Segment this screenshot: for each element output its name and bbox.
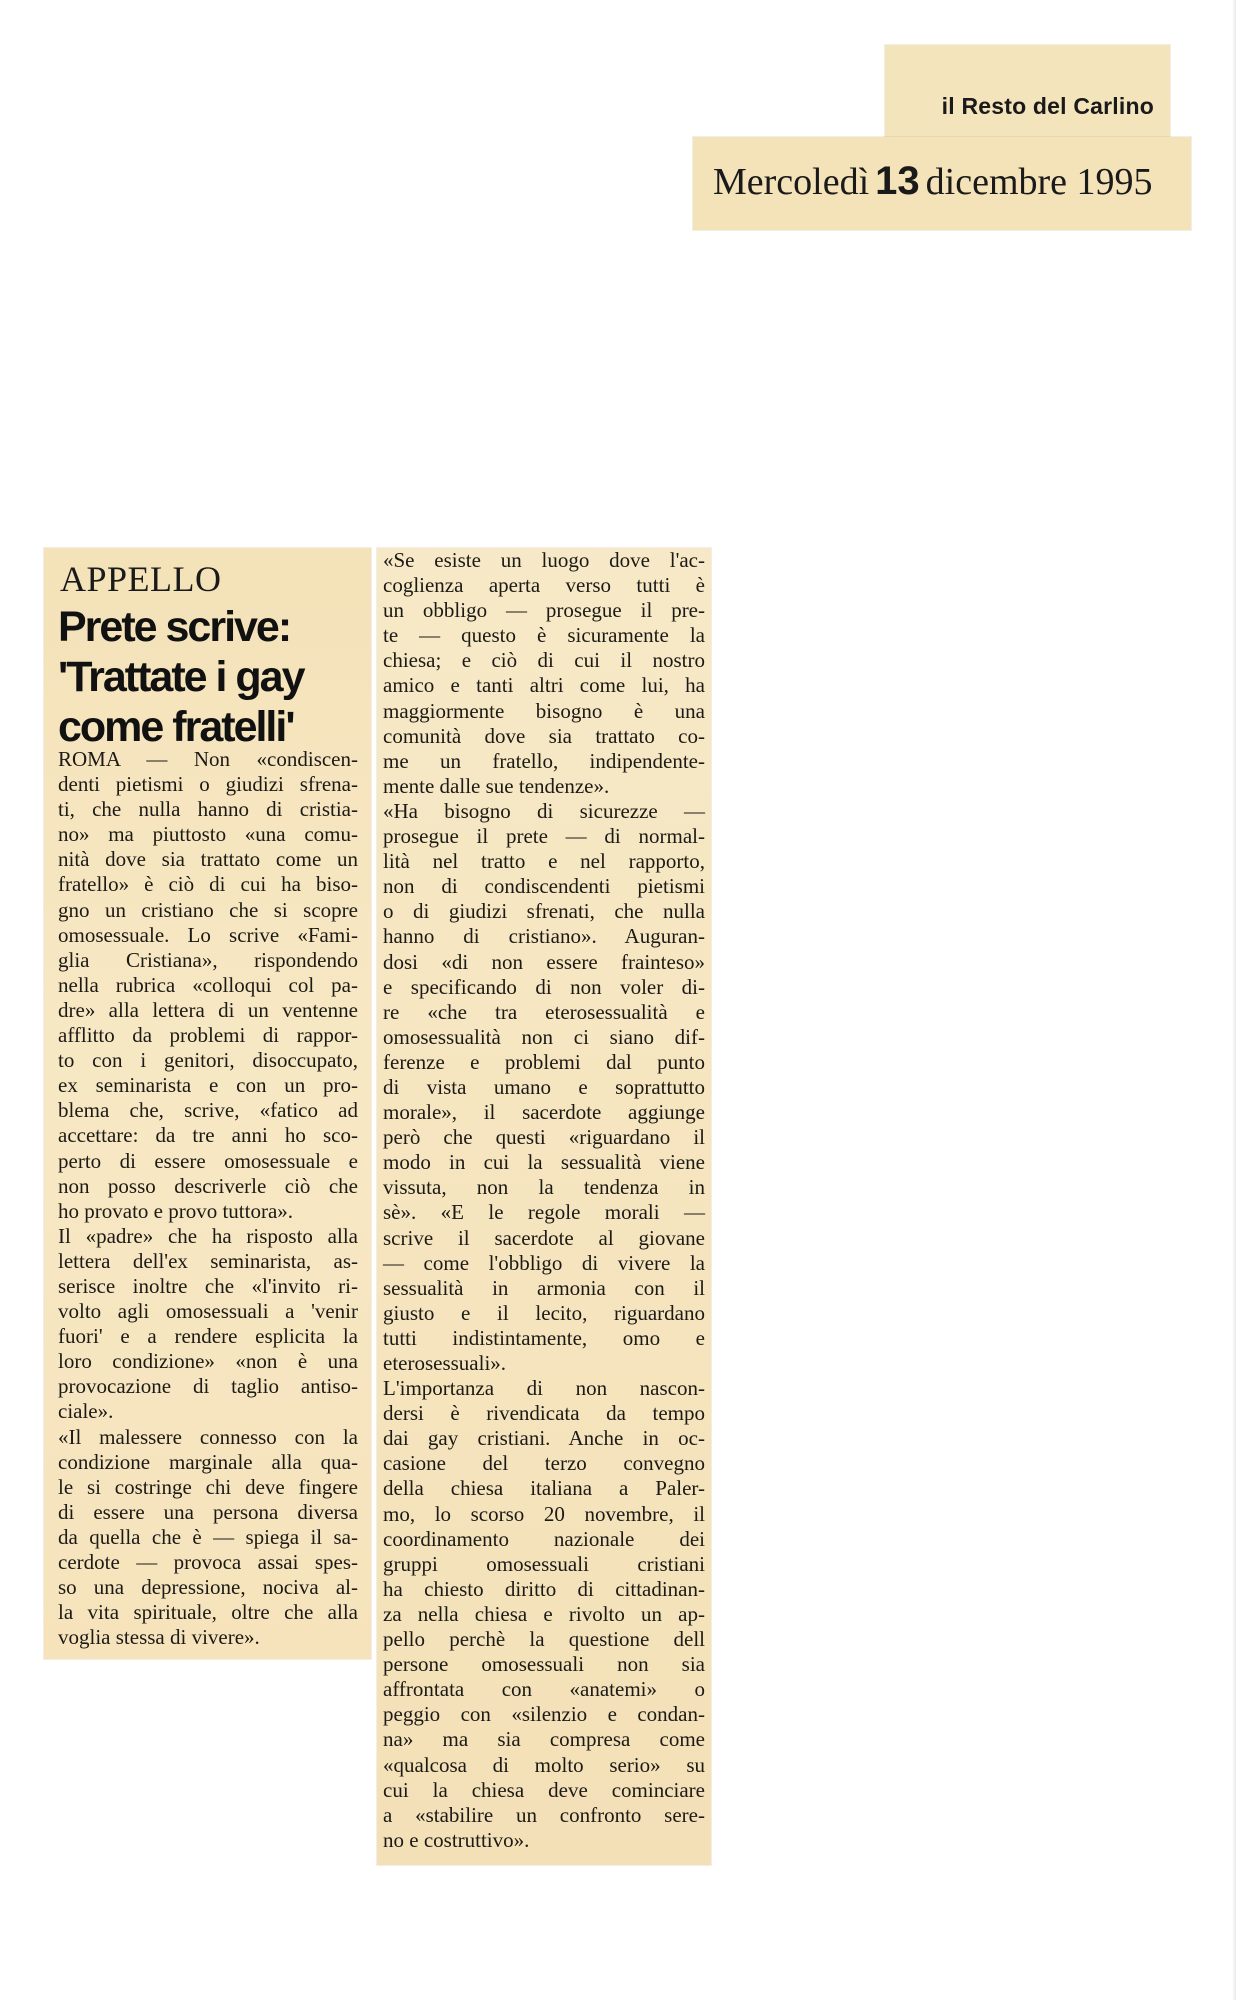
- text-line: mo, lo scorso 20 novembre, il: [383, 1501, 705, 1526]
- text-line: serisce inoltre che «l'invito ri-: [58, 1273, 358, 1298]
- date-weekday: Mercoledì: [713, 161, 870, 203]
- text-line: non di condiscendenti pietismi: [383, 874, 705, 899]
- text-line: amico e tanti altri come lui, ha: [383, 673, 705, 698]
- text-line: nella rubrica «colloqui col pa-: [58, 972, 358, 997]
- text-line: pello perchè la questione dell: [383, 1627, 705, 1652]
- dateline-clipping: [693, 137, 1191, 230]
- text-line: perto di essere omosessuale e: [58, 1148, 358, 1173]
- text-line: di vista umano e soprattutto: [383, 1074, 705, 1099]
- text-line: affrontata con «anatemi» o: [383, 1677, 705, 1702]
- text-line: denti pietismi o giudizi sfrena-: [58, 772, 358, 797]
- text-line: mente dalle sue tendenze».: [383, 773, 610, 798]
- text-line: omosessuale. Lo scrive «Fami-: [58, 922, 358, 947]
- text-line: maggiormente bisogno è una: [383, 698, 705, 723]
- text-line: sè». «E le regole morali —: [383, 1200, 705, 1225]
- text-line: non posso descriverle ciò che: [58, 1173, 358, 1198]
- text-line: persone omosessuali non sia: [383, 1652, 705, 1677]
- article-column-2: [377, 548, 711, 1865]
- text-line: giusto e il lecito, riguardano: [383, 1300, 705, 1325]
- text-line: la vita spirituale, oltre che alla: [58, 1600, 358, 1625]
- text-line: sessualità in armonia con il: [383, 1275, 705, 1300]
- text-line: «Ha bisogno di sicurezze —: [383, 798, 705, 823]
- scan-edge: [1232, 0, 1236, 2000]
- article-body-column-2: [383, 548, 705, 1853]
- text-line: vissuta, non la tendenza in: [383, 1175, 705, 1200]
- date-month-year: dicembre 1995: [925, 161, 1153, 203]
- headline-line: come fratelli': [58, 703, 294, 751]
- text-line: da quella che è — spiega il sa-: [58, 1524, 358, 1549]
- text-line: re «che tra eterosessualità e: [383, 999, 705, 1024]
- newspaper-name: il Resto del Carlino: [941, 93, 1154, 119]
- text-line: «qualcosa di molto serio» su: [383, 1752, 705, 1777]
- text-line: lità nel tratto e nel rapporto,: [383, 849, 705, 874]
- text-line: me un fratello, indipendente-: [383, 748, 705, 773]
- publication-date: [713, 159, 1153, 204]
- text-line: a «stabilire un confronto sere-: [383, 1802, 705, 1827]
- text-line: «Se esiste un luogo dove l'ac-: [383, 548, 705, 572]
- text-line: te — questo è sicuramente la: [383, 623, 705, 648]
- text-line: Il «padre» che ha risposto alla: [58, 1223, 358, 1248]
- text-line: accettare: da tre anni ho sco-: [58, 1123, 358, 1148]
- text-line: tutti indistintamente, omo e: [383, 1325, 705, 1350]
- headline-line: Prete scrive:: [58, 603, 291, 651]
- text-line: chiesa; e ciò di cui il nostro: [383, 648, 705, 673]
- text-line: cui la chiesa deve cominciare: [383, 1777, 705, 1802]
- text-line: dre» alla lettera di un ventenne: [58, 997, 358, 1022]
- article-column-1: [44, 548, 371, 1659]
- text-line: afflitto da problemi di rappor-: [58, 1023, 358, 1048]
- masthead-clipping: [885, 45, 1170, 137]
- text-line: ferenze e problemi dal punto: [383, 1049, 705, 1074]
- article-headline: [58, 602, 378, 752]
- text-line: glia Cristiana», rispondendo: [58, 947, 358, 972]
- text-line: omosessualità non ci siano dif-: [383, 1024, 705, 1049]
- text-line: — come l'obbligo di vivere la: [383, 1250, 705, 1275]
- text-line: dai gay cristiani. Anche in oc-: [383, 1426, 705, 1451]
- text-line: gruppi omosessuali cristiani: [383, 1551, 705, 1576]
- text-line: prosegue il prete — di normal-: [383, 824, 705, 849]
- text-line: ciale».: [58, 1399, 114, 1424]
- headline-line: 'Trattate i gay: [58, 653, 304, 701]
- text-line: peggio con «silenzio e condan-: [383, 1702, 705, 1727]
- text-line: blema che, scrive, «fatico ad: [58, 1098, 358, 1123]
- text-line: e specificando di non voler di-: [383, 974, 705, 999]
- text-line: però che questi «riguardano il: [383, 1125, 705, 1150]
- text-line: morale», il sacerdote aggiunge: [383, 1100, 705, 1125]
- text-line: dosi «di non essere frainteso»: [383, 949, 705, 974]
- text-line: «Il malessere connesso con la: [58, 1424, 358, 1449]
- text-line: no e costruttivo».: [383, 1827, 530, 1852]
- text-line: ha chiesto diritto di cittadinan-: [383, 1576, 705, 1601]
- text-line: ti, che nulla hanno di cristia-: [58, 797, 358, 822]
- text-line: lettera dell'ex seminarista, as-: [58, 1248, 358, 1273]
- text-line: provocazione di taglio antiso-: [58, 1374, 358, 1399]
- text-line: casione del terzo convegno: [383, 1451, 705, 1476]
- text-line: za nella chiesa e rivolto un ap-: [383, 1601, 705, 1626]
- text-line: hanno di cristiano». Auguran-: [383, 924, 705, 949]
- text-line: voglia stessa di vivere».: [58, 1625, 260, 1650]
- text-line: un obbligo — prosegue il pre-: [383, 598, 705, 623]
- date-day: 13: [875, 159, 920, 203]
- article-body-column-1: [58, 747, 358, 1650]
- text-line: ex seminarista e con un pro-: [58, 1073, 358, 1098]
- text-line: eterosessuali».: [383, 1351, 507, 1375]
- text-line: scrive il sacerdote al giovane: [383, 1225, 705, 1250]
- text-line: di essere una persona diversa: [58, 1499, 358, 1524]
- text-line: modo in cui la sessualità viene: [383, 1150, 705, 1175]
- text-line: cerdote — provoca assai spes-: [58, 1550, 358, 1574]
- text-line: comunità dove sia trattato co-: [383, 723, 705, 748]
- text-line: coordinamento nazionale dei: [383, 1526, 705, 1551]
- text-line: gno un cristiano che si scopre: [58, 897, 358, 922]
- text-line: le si costringe chi deve fingere: [58, 1474, 358, 1499]
- text-line: ho provato e provo tuttora».: [58, 1198, 294, 1223]
- text-line: na» ma sia compresa come: [383, 1727, 705, 1752]
- article-kicker: APPELLO: [60, 559, 222, 599]
- text-line: L'importanza di non nascon-: [383, 1376, 705, 1401]
- text-line: fratello» è ciò di cui ha biso-: [58, 872, 358, 897]
- text-line: condizione marginale alla qua-: [58, 1449, 358, 1474]
- text-line: to con i genitori, disoccupato,: [58, 1048, 358, 1073]
- text-line: o di giudizi sfrenati, che nulla: [383, 899, 705, 924]
- text-line: no» ma piuttosto «una comu-: [58, 822, 358, 847]
- text-line: loro condizione» «non è una: [58, 1349, 358, 1374]
- text-line: nità dove sia trattato come un: [58, 847, 358, 872]
- text-line: so una depressione, nociva al-: [58, 1575, 358, 1600]
- text-line: della chiesa italiana a Paler-: [383, 1476, 705, 1501]
- text-line: ROMA — Non «condiscen-: [58, 747, 358, 771]
- text-line: coglienza aperta verso tutti è: [383, 573, 705, 598]
- text-line: volto agli omosessuali a 'venir: [58, 1299, 358, 1324]
- text-line: dersi è rivendicata da tempo: [383, 1401, 705, 1426]
- text-line: fuori' e a rendere esplicita la: [58, 1324, 358, 1349]
